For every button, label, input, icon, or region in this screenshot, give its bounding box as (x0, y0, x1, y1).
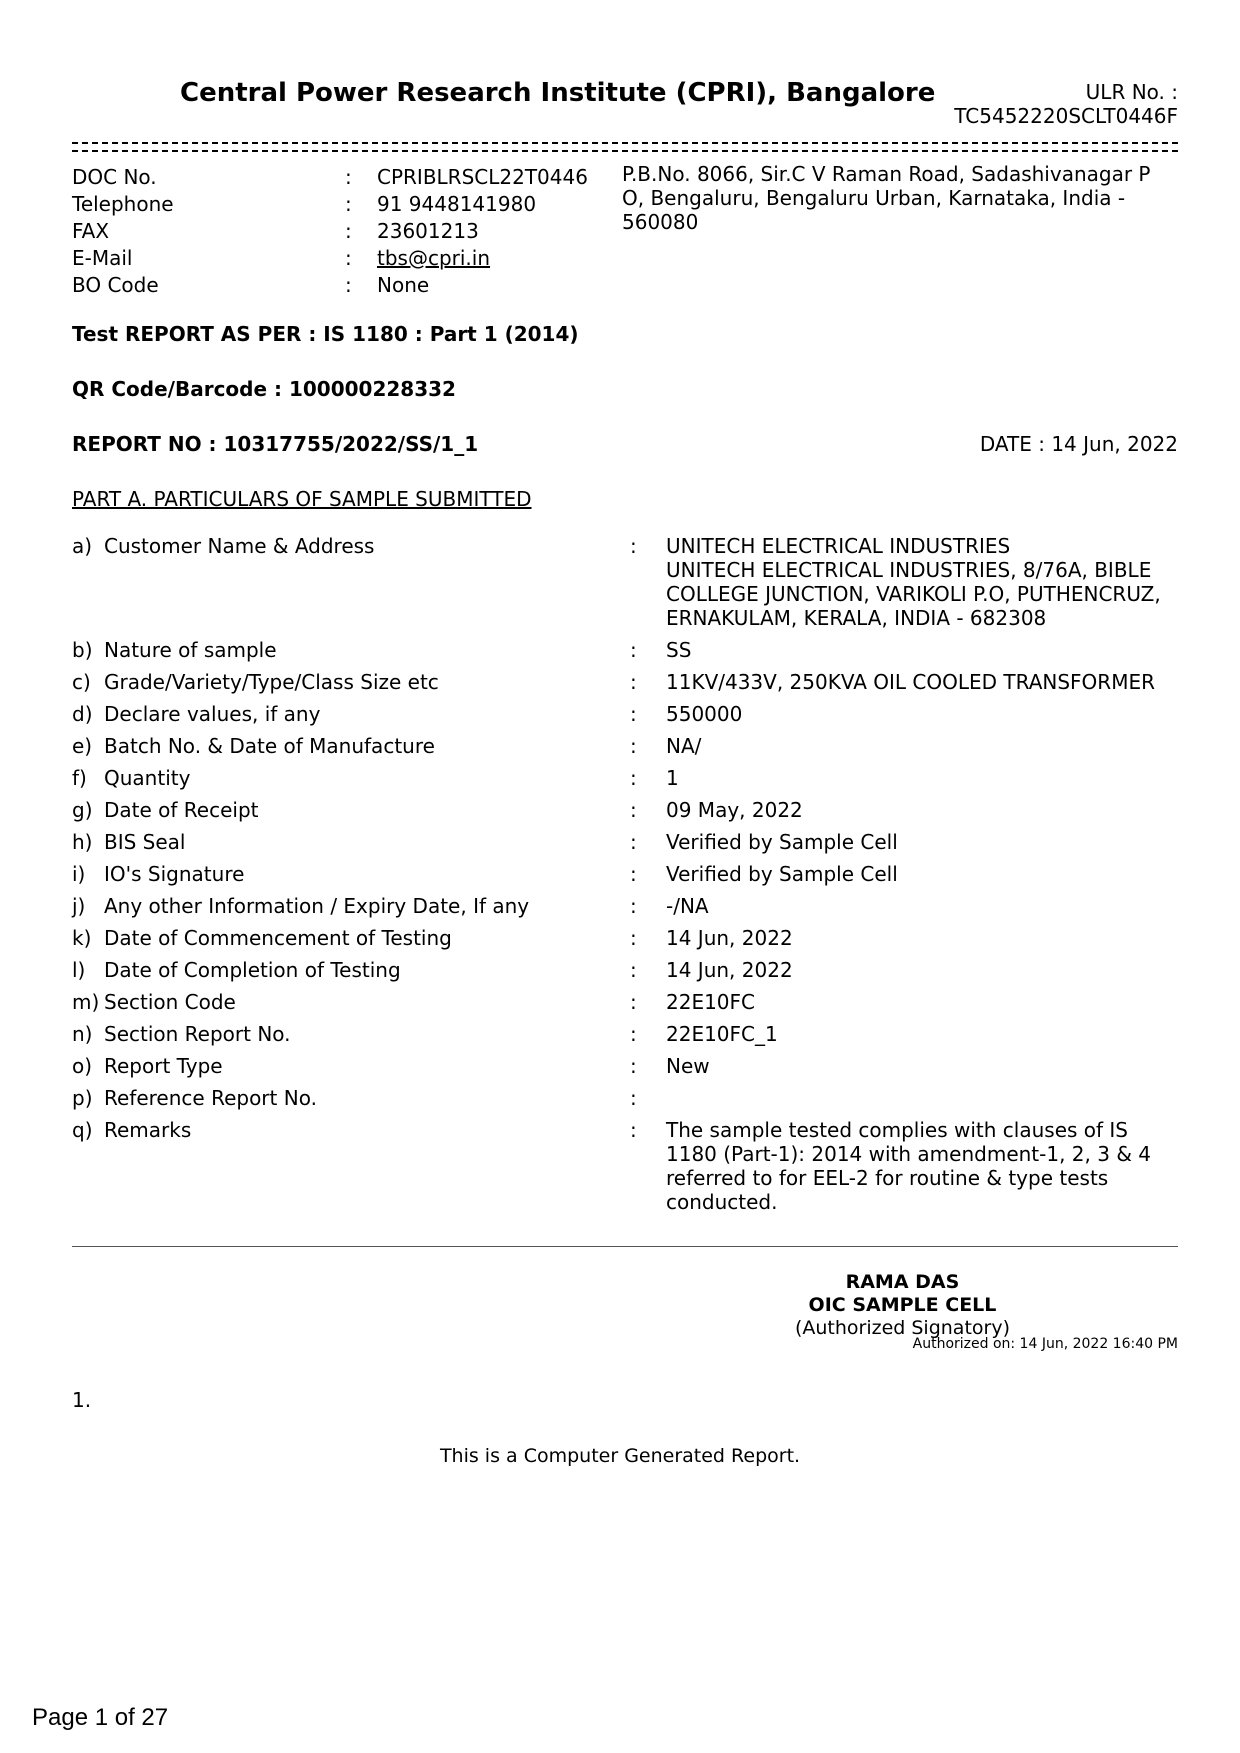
particular-value: Verified by Sample Cell (666, 830, 898, 854)
particular-letter: b) (72, 638, 93, 662)
signatory-name: RAMA DAS (845, 1271, 960, 1293)
particular-colon: : (630, 926, 637, 950)
info-colon: : (345, 192, 352, 216)
particular-row (72, 926, 1178, 950)
particular-row (72, 798, 1178, 822)
particular-colon: : (630, 534, 637, 558)
signatory-title: OIC SAMPLE CELL (808, 1294, 997, 1316)
particular-letter: n) (72, 1022, 93, 1046)
particular-label: Customer Name & Address (104, 534, 375, 558)
particular-colon: : (630, 702, 637, 726)
particular-value: New (666, 1054, 710, 1078)
info-row (72, 218, 637, 245)
particular-letter: o) (72, 1054, 93, 1078)
particular-letter: j) (72, 894, 86, 918)
particular-colon: : (630, 830, 637, 854)
particular-value: 1 (666, 766, 679, 790)
particular-colon: : (630, 798, 637, 822)
info-row (72, 245, 637, 272)
particular-label: Report Type (104, 1054, 223, 1078)
particular-colon: : (630, 894, 637, 918)
particular-value: 14 Jun, 2022 (666, 958, 793, 982)
info-value: None (377, 273, 430, 297)
particular-label: Any other Information / Expiry Date, If any (104, 894, 530, 918)
test-standard: Test REPORT AS PER : IS 1180 : Part 1 (2014) (72, 322, 579, 346)
info-label: DOC No. (72, 165, 157, 189)
particular-colon: : (630, 1022, 637, 1046)
particular-row (72, 1054, 1178, 1078)
particular-row (72, 990, 1178, 1014)
particular-value: 14 Jun, 2022 (666, 926, 793, 950)
part-a-heading: PART A. PARTICULARS OF SAMPLE SUBMITTED (72, 487, 532, 511)
particular-label: Nature of sample (104, 638, 277, 662)
particular-colon: : (630, 638, 637, 662)
particular-label: Date of Receipt (104, 798, 259, 822)
particular-letter: g) (72, 798, 93, 822)
contact-info (72, 164, 637, 299)
report-number: REPORT NO : 10317755/2022/SS/1_1 (72, 432, 479, 456)
particular-letter: k) (72, 926, 92, 950)
particular-colon: : (630, 1054, 637, 1078)
particular-letter: l) (72, 958, 86, 982)
signatory-role: (Authorized Signatory) (794, 1317, 1010, 1339)
divider-line (72, 1246, 1178, 1247)
info-row (72, 191, 637, 218)
particular-label: BIS Seal (104, 830, 186, 854)
particular-row (72, 958, 1178, 982)
particular-letter: q) (72, 1118, 93, 1142)
particular-letter: d) (72, 702, 93, 726)
particular-row (72, 734, 1178, 758)
info-label: FAX (72, 219, 110, 243)
info-label: E-Mail (72, 246, 133, 270)
postal-address: P.B.No. 8066, Sir.C V Raman Road, Sadashivanagar P O, Bengaluru, Bengaluru Urban, Karnataka, India - 560080 (622, 162, 1151, 234)
particular-row (72, 830, 1178, 854)
particular-row (72, 1022, 1178, 1046)
particular-letter: f) (72, 766, 87, 790)
institute-title: Central Power Research Institute (CPRI), Bangalore (180, 78, 936, 108)
particular-value (666, 1086, 1178, 1110)
particular-value: 22E10FC_1 (666, 1022, 778, 1046)
particular-value: Verified by Sample Cell (666, 862, 898, 886)
particular-row (72, 670, 1178, 694)
info-colon: : (345, 219, 352, 243)
email-link[interactable]: tbs@cpri.in (377, 246, 491, 270)
report-date: DATE : 14 Jun, 2022 (979, 432, 1178, 456)
particular-letter: e) (72, 734, 93, 758)
qr-barcode: QR Code/Barcode : 100000228332 (72, 377, 456, 401)
info-label: Telephone (72, 192, 174, 216)
info-row (72, 272, 637, 299)
particular-value: NA/ (666, 734, 702, 758)
particular-row (72, 1118, 1178, 1214)
footer-note: This is a Computer Generated Report. (439, 1445, 801, 1467)
info-label: BO Code (72, 273, 159, 297)
info-value: 91 9448141980 (377, 192, 537, 216)
particular-row (72, 638, 1178, 662)
info-value: CPRIBLRSCL22T0446 (377, 165, 588, 189)
particular-label: Reference Report No. (104, 1086, 317, 1110)
particular-letter: h) (72, 830, 93, 854)
particular-label: Section Report No. (104, 1022, 291, 1046)
particular-colon: : (630, 670, 637, 694)
particular-value: 550000 (666, 702, 743, 726)
particular-letter: m) (72, 990, 100, 1014)
info-value: 23601213 (377, 219, 479, 243)
particular-row (72, 1086, 1178, 1110)
particular-label: Quantity (104, 766, 191, 790)
particular-row (72, 766, 1178, 790)
info-colon: : (345, 273, 352, 297)
particular-row (72, 894, 1178, 918)
particular-colon: : (630, 1118, 637, 1142)
particulars-list (72, 534, 1178, 1214)
particular-value: 09 May, 2022 (666, 798, 803, 822)
particular-colon: : (630, 1086, 637, 1110)
particular-letter: p) (72, 1086, 93, 1110)
ulr-value: TC5452220SCLT0446F (954, 104, 1178, 128)
particular-colon: : (630, 862, 637, 886)
particular-value: 11KV/433V, 250KVA OIL COOLED TRANSFORMER (666, 670, 1155, 694)
particular-letter: a) (72, 534, 93, 558)
particular-label: Remarks (104, 1118, 192, 1142)
particular-row (72, 862, 1178, 886)
particular-value: -/NA (666, 894, 709, 918)
info-colon: : (345, 165, 352, 189)
particular-row (72, 534, 1178, 630)
particular-label: Batch No. & Date of Manufacture (104, 734, 435, 758)
note-number: 1. (72, 1388, 92, 1412)
particular-row (72, 702, 1178, 726)
particular-label: Date of Commencement of Testing (104, 926, 452, 950)
particular-colon: : (630, 734, 637, 758)
particular-label: Section Code (104, 990, 236, 1014)
particular-value: SS (666, 638, 692, 662)
ulr-number (954, 80, 1178, 128)
particular-colon: : (630, 990, 637, 1014)
header-divider (72, 142, 1178, 152)
particular-value: 22E10FC (666, 990, 756, 1014)
particular-label: Date of Completion of Testing (104, 958, 401, 982)
info-row (72, 164, 637, 191)
authorized-timestamp: Authorized on: 14 Jun, 2022 16:40 PM (912, 1336, 1178, 1352)
page-number: Page 1 of 27 (32, 1704, 169, 1731)
ulr-label: ULR No. : (1085, 80, 1178, 104)
particular-colon: : (630, 766, 637, 790)
particular-label: IO's Signature (104, 862, 245, 886)
particular-value: UNITECH ELECTRICAL INDUSTRIES UNITECH ELECTRICAL INDUSTRIES, 8/76A, BIBLE COLLEGE JUNCTION, VARIKOLI P.O, PUTHENCRUZ, ERNAKULAM, KERALA, INDIA - 682308 (666, 534, 1161, 630)
particular-label: Declare values, if any (104, 702, 321, 726)
particular-letter: i) (72, 862, 86, 886)
particular-value: The sample tested complies with clauses of IS 1180 (Part-1): 2014 with amendment-1, 2, 3 & 4 referred to for EEL-2 for routine & type tests conducted. (666, 1118, 1151, 1214)
particular-colon: : (630, 958, 637, 982)
info-colon: : (345, 246, 352, 270)
particular-letter: c) (72, 670, 91, 694)
signatory-block (795, 1271, 1010, 1340)
particular-label: Grade/Variety/Type/Class Size etc (104, 670, 439, 694)
